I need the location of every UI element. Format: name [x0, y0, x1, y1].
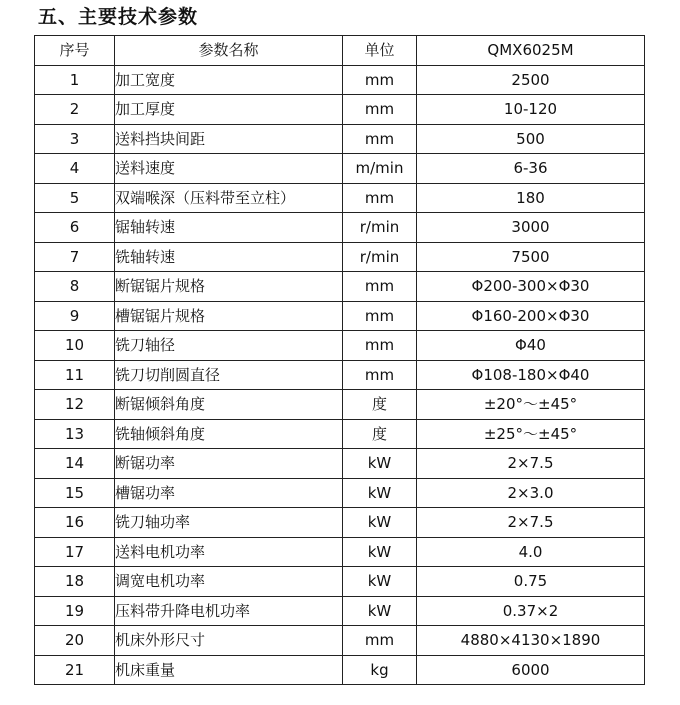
row-index: 14 [35, 449, 115, 479]
row-param-name: 断锯倾斜角度 [115, 390, 343, 420]
row-index: 2 [35, 95, 115, 125]
table-header-row [35, 36, 645, 66]
row-param-name: 铣刀轴径 [115, 331, 343, 361]
table-row [35, 537, 645, 567]
row-value: 6000 [417, 655, 645, 685]
row-value: 10-120 [417, 95, 645, 125]
row-index: 17 [35, 537, 115, 567]
row-value: 2×7.5 [417, 508, 645, 538]
row-index: 3 [35, 124, 115, 154]
table-row [35, 655, 645, 685]
row-index: 13 [35, 419, 115, 449]
row-value: 4.0 [417, 537, 645, 567]
row-index: 5 [35, 183, 115, 213]
table-row [35, 390, 645, 420]
row-value: ±20°～±45° [417, 390, 645, 420]
table-row [35, 272, 645, 302]
row-value: 3000 [417, 213, 645, 243]
row-value: 4880×4130×1890 [417, 626, 645, 656]
table-row [35, 449, 645, 479]
row-param-name: 槽锯锯片规格 [115, 301, 343, 331]
row-index: 8 [35, 272, 115, 302]
row-param-name: 铣轴转速 [115, 242, 343, 272]
row-index: 7 [35, 242, 115, 272]
row-param-name: 断锯锯片规格 [115, 272, 343, 302]
row-unit: mm [343, 301, 417, 331]
row-param-name: 铣轴倾斜角度 [115, 419, 343, 449]
row-unit: mm [343, 272, 417, 302]
row-unit: 度 [343, 419, 417, 449]
table-row [35, 331, 645, 361]
table-row [35, 124, 645, 154]
row-param-name: 槽锯功率 [115, 478, 343, 508]
section-title: 五、主要技术参数 [38, 6, 199, 28]
row-param-name: 送料电机功率 [115, 537, 343, 567]
row-value: 2×3.0 [417, 478, 645, 508]
row-param-name: 压料带升降电机功率 [115, 596, 343, 626]
table-row [35, 95, 645, 125]
table-row [35, 508, 645, 538]
row-param-name: 锯轴转速 [115, 213, 343, 243]
table-row [35, 183, 645, 213]
row-value: 0.75 [417, 567, 645, 597]
row-value: ±25°～±45° [417, 419, 645, 449]
table-row [35, 65, 645, 95]
row-param-name: 送料挡块间距 [115, 124, 343, 154]
row-unit: mm [343, 65, 417, 95]
row-param-name: 送料速度 [115, 154, 343, 184]
row-param-name: 双端喉深（压料带至立柱） [115, 183, 343, 213]
row-unit: mm [343, 124, 417, 154]
row-value: Φ160-200×Φ30 [417, 301, 645, 331]
row-param-name: 机床重量 [115, 655, 343, 685]
row-index: 16 [35, 508, 115, 538]
table-row [35, 242, 645, 272]
row-value: Φ108-180×Φ40 [417, 360, 645, 390]
header-index: 序号 [35, 36, 115, 66]
row-value: 6-36 [417, 154, 645, 184]
row-param-name: 铣刀切削圆直径 [115, 360, 343, 390]
row-unit: kg [343, 655, 417, 685]
table-row [35, 626, 645, 656]
table-row [35, 360, 645, 390]
row-unit: kW [343, 478, 417, 508]
row-unit: kW [343, 508, 417, 538]
table-row [35, 154, 645, 184]
table-row [35, 213, 645, 243]
row-unit: mm [343, 360, 417, 390]
row-index: 10 [35, 331, 115, 361]
row-unit: mm [343, 95, 417, 125]
row-param-name: 机床外形尺寸 [115, 626, 343, 656]
row-param-name: 加工厚度 [115, 95, 343, 125]
row-unit: mm [343, 626, 417, 656]
row-index: 11 [35, 360, 115, 390]
row-index: 18 [35, 567, 115, 597]
row-index: 20 [35, 626, 115, 656]
row-unit: r/min [343, 213, 417, 243]
row-value: Φ40 [417, 331, 645, 361]
row-param-name: 断锯功率 [115, 449, 343, 479]
row-param-name: 加工宽度 [115, 65, 343, 95]
header-unit: 单位 [343, 36, 417, 66]
row-unit: r/min [343, 242, 417, 272]
row-value: 0.37×2 [417, 596, 645, 626]
row-unit: mm [343, 183, 417, 213]
table-row [35, 478, 645, 508]
row-index: 12 [35, 390, 115, 420]
header-param-name: 参数名称 [115, 36, 343, 66]
row-unit: 度 [343, 390, 417, 420]
spec-table [34, 35, 645, 685]
header-model: QMX6025M [417, 36, 645, 66]
row-unit: mm [343, 331, 417, 361]
row-index: 21 [35, 655, 115, 685]
row-value: Φ200-300×Φ30 [417, 272, 645, 302]
row-unit: kW [343, 567, 417, 597]
row-unit: kW [343, 449, 417, 479]
table-body [35, 65, 645, 685]
table-row [35, 596, 645, 626]
row-unit: m/min [343, 154, 417, 184]
row-index: 15 [35, 478, 115, 508]
row-value: 7500 [417, 242, 645, 272]
row-param-name: 调宽电机功率 [115, 567, 343, 597]
row-index: 19 [35, 596, 115, 626]
row-param-name: 铣刀轴功率 [115, 508, 343, 538]
row-unit: kW [343, 596, 417, 626]
table-row [35, 567, 645, 597]
row-value: 500 [417, 124, 645, 154]
row-value: 180 [417, 183, 645, 213]
row-index: 1 [35, 65, 115, 95]
table-row [35, 419, 645, 449]
row-value: 2500 [417, 65, 645, 95]
row-index: 4 [35, 154, 115, 184]
table-row [35, 301, 645, 331]
row-index: 9 [35, 301, 115, 331]
row-index: 6 [35, 213, 115, 243]
row-value: 2×7.5 [417, 449, 645, 479]
row-unit: kW [343, 537, 417, 567]
